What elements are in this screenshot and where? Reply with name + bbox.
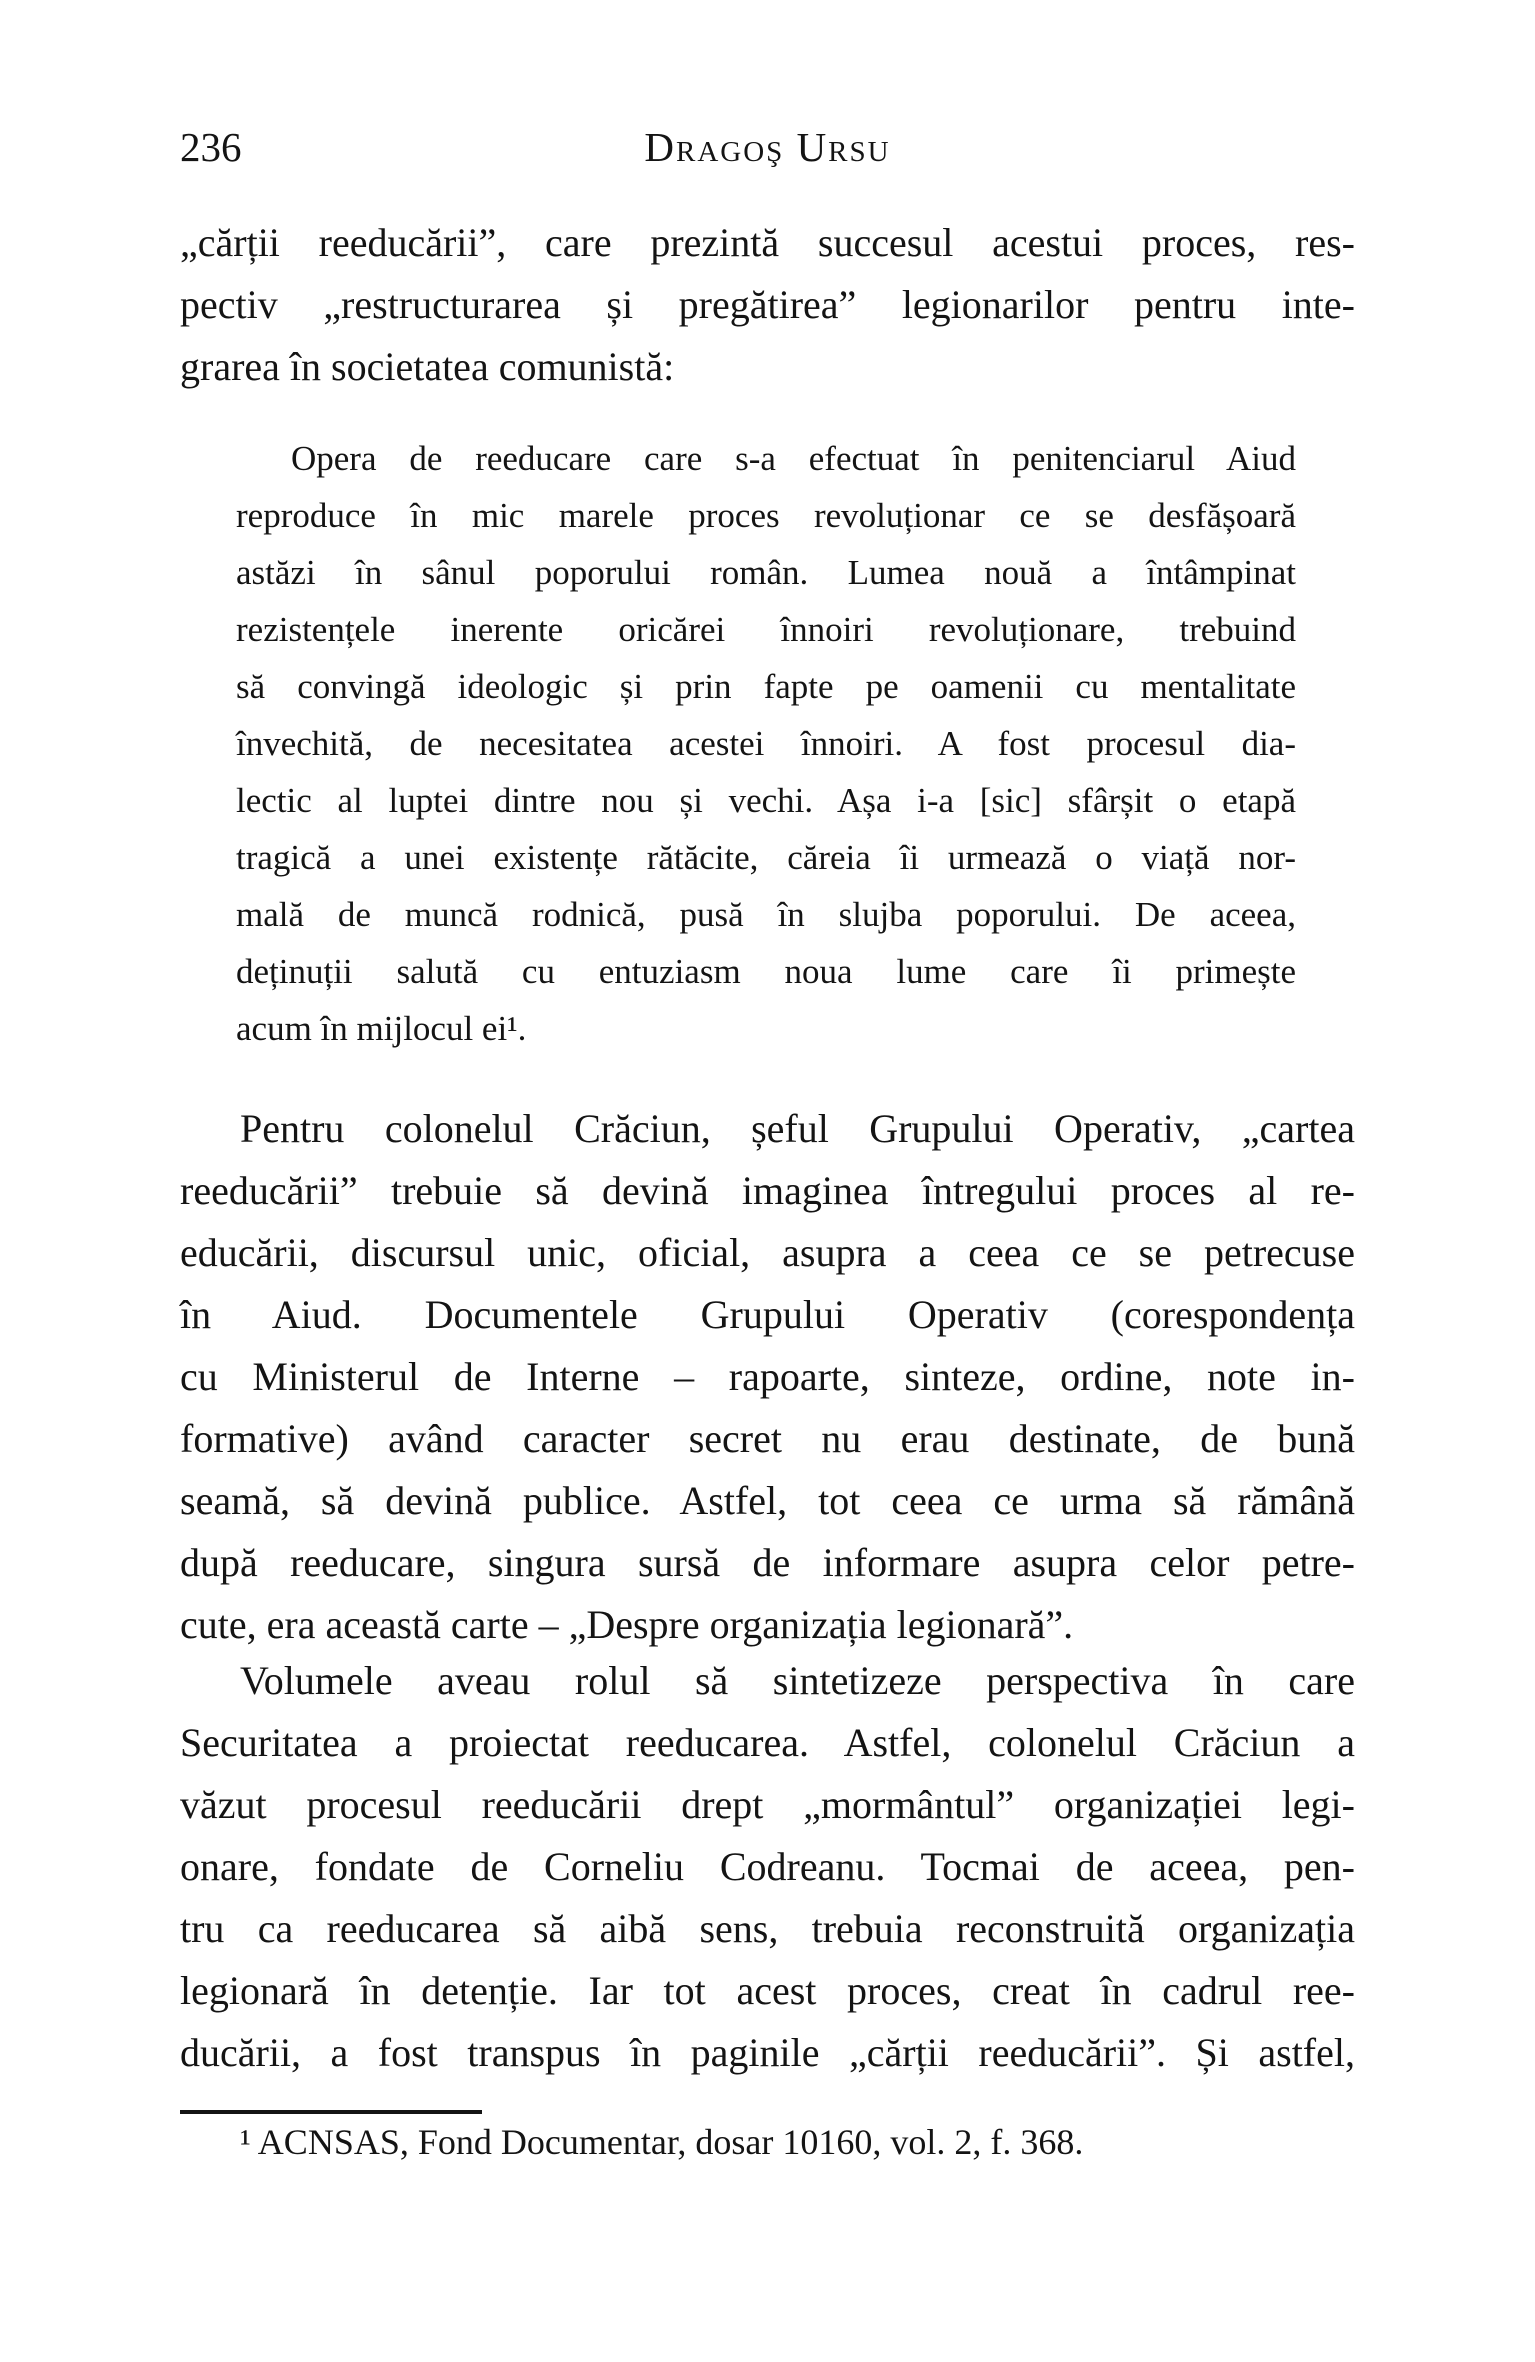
- running-header: Dragoş Ursu: [644, 124, 891, 170]
- text-line: învechită, de necesitatea acestei înnoiri. A fost procesul dia-: [236, 724, 1296, 763]
- text-line: cu Ministerul de Interne – rapoarte, sinteze, ordine, note in-: [180, 1354, 1355, 1399]
- text-line: ducării, a fost transpus în paginile „cărții reeducării”. Și astfel,: [180, 2030, 1355, 2075]
- text-line: acum în mijlocul ei¹.: [236, 1009, 527, 1048]
- block-quote: [236, 430, 1296, 1057]
- opening-paragraph: [180, 212, 1355, 398]
- text-line: Pentru colonelul Crăciun, șeful Grupului Operativ, „cartea: [240, 1106, 1355, 1151]
- text-line: onare, fondate de Corneliu Codreanu. Tocmai de aceea, pen-: [180, 1844, 1355, 1889]
- text-line: seamă, să devină publice. Astfel, tot ceea ce urma să rămână: [180, 1478, 1355, 1523]
- paragraph: [180, 1098, 1355, 1656]
- text-line: mală de muncă rodnică, pusă în slujba poporului. De aceea,: [236, 895, 1296, 934]
- text-line: să convingă ideologic și prin fapte pe oamenii cu mentalitate: [236, 667, 1296, 706]
- text-line: „cărții reeducării”, care prezintă succesul acestui proces, res-: [180, 220, 1355, 265]
- text-line: tragică a unei existențe rătăcite, căreia îi urmează o viață nor-: [236, 838, 1296, 877]
- text-line: reproduce în mic marele proces revoluționar ce se desfășoară: [236, 496, 1296, 535]
- text-line: deținuții salută cu entuziasm noua lume care îi primește: [236, 952, 1296, 991]
- text-line: formative) având caracter secret nu erau destinate, de bună: [180, 1416, 1355, 1461]
- text-line: Securitatea a proiectat reeducarea. Astfel, colonelul Crăciun a: [180, 1720, 1355, 1765]
- text-line: Opera de reeducare care s-a efectuat în penitenciarul Aiud: [291, 439, 1296, 478]
- text-line: după reeducare, singura sursă de informare asupra celor petre-: [180, 1540, 1355, 1585]
- text-line: legionară în detenție. Iar tot acest proces, creat în cadrul ree-: [180, 1968, 1355, 2013]
- text-line: reeducării” trebuie să devină imaginea întregului proces al re-: [180, 1168, 1355, 1213]
- text-line: educării, discursul unic, oficial, asupra a ceea ce se petrecuse: [180, 1230, 1355, 1275]
- text-line: văzut procesul reeducării drept „mormântul” organizației legi-: [180, 1782, 1355, 1827]
- text-line: grarea în societatea comunistă:: [180, 344, 675, 389]
- text-line: în Aiud. Documentele Grupului Operativ (corespondența: [180, 1292, 1355, 1337]
- page-number: 236: [180, 124, 242, 170]
- text-line: lectic al luptei dintre nou și vechi. Așa i-a [sic] sfârșit o etapă: [236, 781, 1296, 820]
- text-line: pectiv „restructurarea și pregătirea” legionarilor pentru inte-: [180, 282, 1355, 327]
- text-line: Volumele aveau rolul să sintetizeze perspectiva în care: [240, 1658, 1355, 1703]
- text-line: rezistențele inerente oricărei înnoiri revoluționare, trebuind: [236, 610, 1296, 649]
- text-line: cute, era această carte – „Despre organizația legionară”.: [180, 1602, 1074, 1647]
- footnote: ¹ ACNSAS, Fond Documentar, dosar 10160, vol. 2, f. 368.: [240, 2122, 1084, 2162]
- text-line: astăzi în sânul poporului român. Lumea nouă a întâmpinat: [236, 553, 1296, 592]
- paragraph: [180, 1650, 1355, 2084]
- footnote-separator: [180, 2110, 482, 2114]
- text-line: tru ca reeducarea să aibă sens, trebuia reconstruită organizația: [180, 1906, 1355, 1951]
